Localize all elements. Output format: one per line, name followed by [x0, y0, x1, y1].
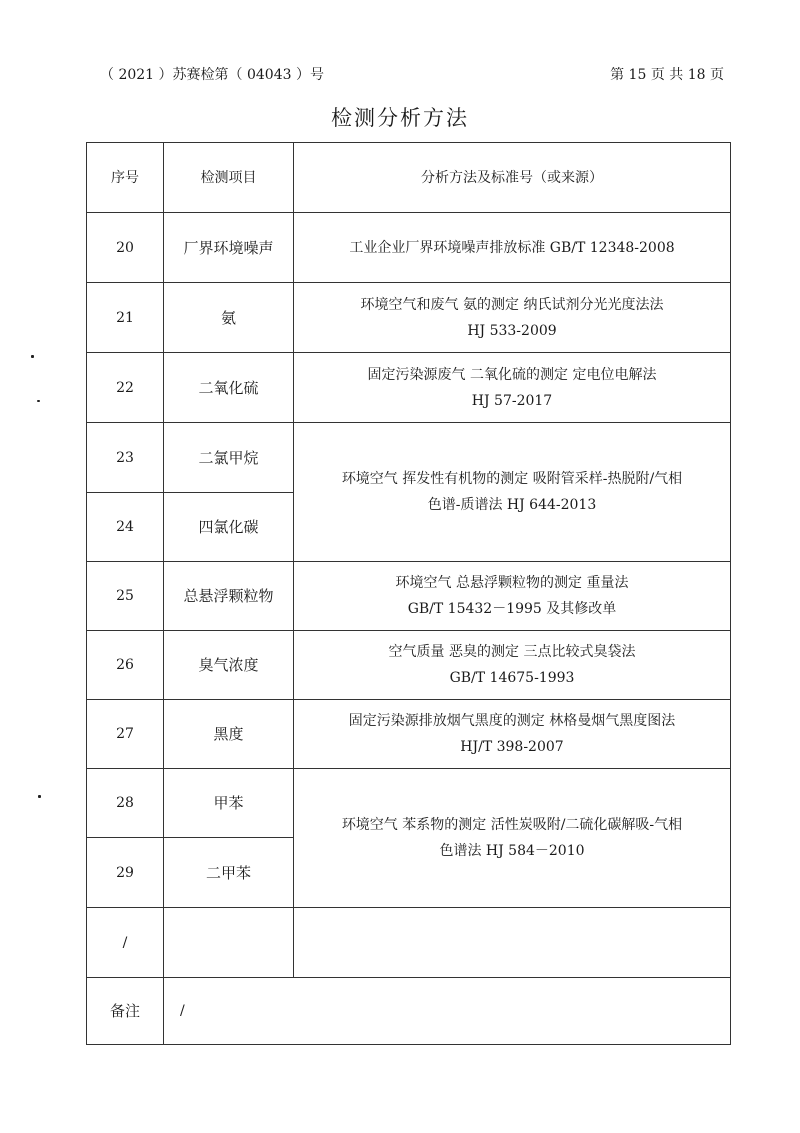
- table-row: [87, 283, 731, 353]
- table-row: [87, 423, 731, 493]
- row-method: [294, 631, 731, 700]
- row-item: 四氯化碳: [164, 493, 294, 562]
- row-method: [294, 213, 731, 283]
- table-row: [87, 353, 731, 423]
- table-header-row: [87, 143, 731, 213]
- page-info: 第 15 页 共 18 页: [610, 67, 724, 83]
- row-item: [164, 908, 294, 978]
- column-header-method: 分析方法及标准号（或来源）: [294, 143, 731, 213]
- row-item: 总悬浮颗粒物: [164, 562, 294, 631]
- method-line: 环境空气和废气 氨的测定 纳氏试剂分光光度法法: [360, 296, 664, 313]
- row-method: [294, 353, 731, 423]
- row-item: 氨: [164, 283, 294, 353]
- method-line: GB/T 15432－1995 及其修改单: [407, 601, 617, 617]
- column-header-no: 序号: [87, 143, 164, 213]
- row-no: 25: [87, 562, 164, 631]
- method-line: 环境空气 总悬浮颗粒物的测定 重量法: [395, 575, 629, 591]
- methods-table: [86, 142, 731, 1045]
- method-line: HJ 533-2009: [467, 322, 557, 339]
- table-row: [87, 562, 731, 631]
- method-line: 空气质量 恶臭的测定 三点比较式臭袋法: [388, 644, 636, 660]
- scan-speck: [31, 355, 34, 358]
- scan-speck: [38, 795, 41, 798]
- row-no: 26: [87, 631, 164, 700]
- row-no: 21: [87, 283, 164, 353]
- table-row: [87, 908, 731, 978]
- method-line: 环境空气 挥发性有机物的测定 吸附管采样-热脱附/气相: [341, 471, 683, 487]
- method-line: 环境空气 苯系物的测定 活性炭吸附/二硫化碳解吸-气相: [341, 817, 683, 833]
- table-row: [87, 769, 731, 838]
- method-line: HJ 57-2017: [471, 392, 553, 409]
- row-no: 24: [87, 493, 164, 562]
- row-method: [294, 908, 731, 978]
- column-header-item: 检测项目: [164, 143, 294, 213]
- remark-row: [87, 978, 731, 1045]
- row-item: 二甲苯: [164, 838, 294, 908]
- row-item: 黑度: [164, 700, 294, 769]
- table-row: [87, 700, 731, 769]
- table-row: [87, 631, 731, 700]
- row-no: 20: [87, 213, 164, 283]
- row-item: 臭气浓度: [164, 631, 294, 700]
- row-item: 二氧化硫: [164, 353, 294, 423]
- row-method: [294, 423, 731, 562]
- method-line: 固定污染源排放烟气黑度的测定 林格曼烟气黑度图法: [348, 713, 676, 729]
- scan-speck: [37, 400, 40, 402]
- method-line: 固定污染源废气 二氧化硫的测定 定电位电解法: [367, 366, 657, 383]
- row-method: [294, 283, 731, 353]
- table-row: [87, 213, 731, 283]
- row-no: 22: [87, 353, 164, 423]
- method-line: 色谱法 HJ 584－2010: [439, 843, 585, 859]
- row-item: 厂界环境噪声: [164, 213, 294, 283]
- row-item: 二氯甲烷: [164, 423, 294, 493]
- page-title: 检测分析方法: [331, 106, 469, 130]
- report-number: （ 2021 ）苏赛检第（ 04043 ）号: [100, 67, 324, 83]
- row-no: 29: [87, 838, 164, 908]
- row-no: 28: [87, 769, 164, 838]
- remark-value: /: [164, 978, 731, 1045]
- row-no: /: [87, 908, 164, 978]
- method-line: 色谱-质谱法 HJ 644-2013: [427, 497, 597, 513]
- row-item: 甲苯: [164, 769, 294, 838]
- row-no: 27: [87, 700, 164, 769]
- method-line: GB/T 14675-1993: [449, 670, 575, 686]
- row-method: [294, 562, 731, 631]
- method-line: 工业企业厂界环境噪声排放标准 GB/T 12348-2008: [349, 239, 675, 256]
- remark-label: 备注: [87, 978, 164, 1045]
- row-method: [294, 769, 731, 908]
- method-line: HJ/T 398-2007: [460, 739, 564, 755]
- row-no: 23: [87, 423, 164, 493]
- row-method: [294, 700, 731, 769]
